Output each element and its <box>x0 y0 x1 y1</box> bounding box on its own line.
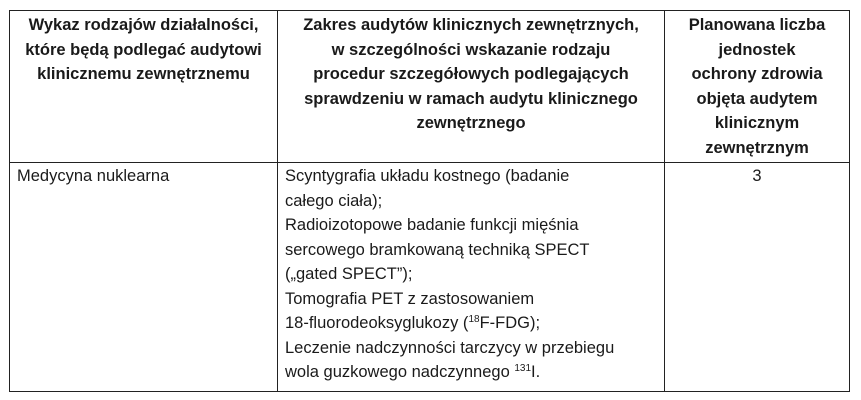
procedure-line: Leczenie nadczynności tarczycy w przebiegu <box>285 338 615 357</box>
header-line: objęta audytem <box>696 89 818 108</box>
header-audit-scope <box>278 11 665 163</box>
procedure-line: („gated SPECT”); <box>285 265 413 283</box>
header-line: jednostek <box>718 40 796 59</box>
header-line: Zakres audytów klinicznych zewnętrznych, <box>303 16 639 34</box>
table-row <box>10 163 850 392</box>
procedure-line <box>285 360 657 385</box>
procedure-text: 18-fluorodeoksyglukozy ( <box>285 314 469 332</box>
audit-table <box>9 10 850 392</box>
procedure-text: F-FDG); <box>479 314 541 332</box>
header-line: które będą podlegać audytowi <box>25 40 262 59</box>
procedure-line: Radioizotopowe badanie funkcji mięśnia <box>285 216 579 234</box>
header-line: Wykaz rodzajów działalności, <box>28 16 259 34</box>
procedures-cell <box>278 163 665 392</box>
isotope-mass-number: 18 <box>468 314 480 325</box>
procedure-line <box>285 311 657 336</box>
header-line: procedur szczegółowych podlegających <box>313 65 629 83</box>
header-line: ochrony zdrowia <box>691 65 823 83</box>
isotope-mass-number: 131 <box>514 363 532 374</box>
procedure-text: I. <box>531 363 541 381</box>
header-line: w szczególności wskazanie rodzaju <box>331 40 611 59</box>
header-line: klinicznym <box>714 114 800 132</box>
header-planned-count <box>665 11 850 163</box>
count-cell: 3 <box>665 163 850 392</box>
header-line: klinicznemu zewnętrznemu <box>37 65 250 83</box>
procedure-line: Tomografia PET z zastosowaniem <box>285 289 535 308</box>
header-activity-types <box>10 11 278 163</box>
activity-cell: Medycyna nuklearna <box>10 163 278 392</box>
header-line: zewnętrznego <box>416 114 526 132</box>
procedure-line: sercowego bramkowaną techniką SPECT <box>285 240 590 259</box>
header-line: sprawdzeniu w ramach audytu klinicznego <box>304 89 638 108</box>
procedure-line: Scyntygrafia układu kostnego (badanie <box>285 167 570 185</box>
procedure-text: wola guzkowego nadczynnego <box>285 363 515 381</box>
header-row <box>10 11 850 163</box>
procedure-line: całego ciała); <box>285 191 383 210</box>
header-line: Planowana liczba <box>688 16 826 34</box>
header-line: zewnętrznym <box>705 138 809 157</box>
